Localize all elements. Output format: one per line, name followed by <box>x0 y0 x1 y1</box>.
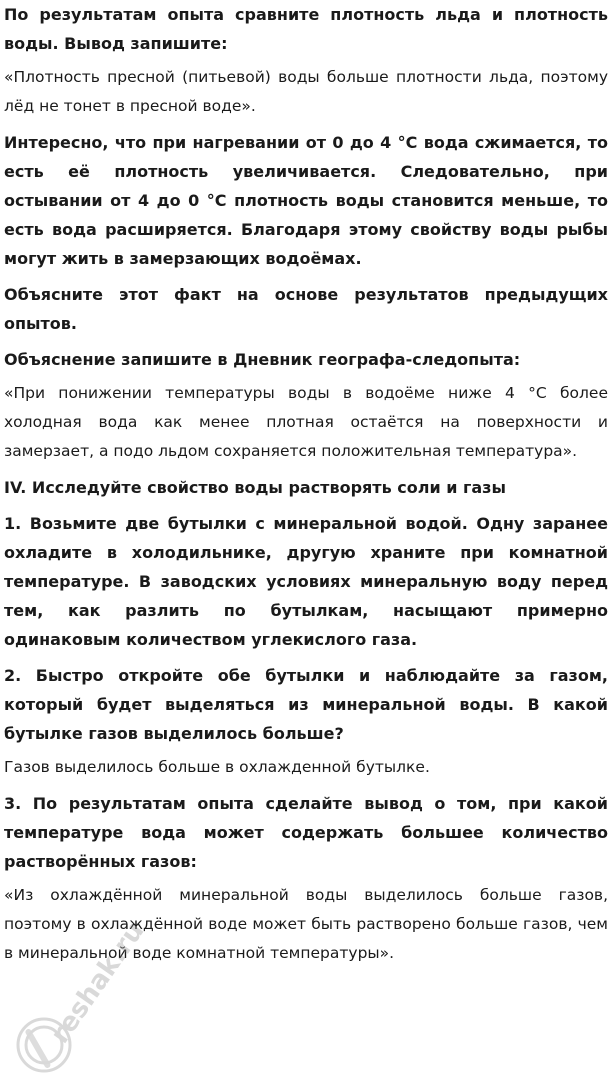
watermark-text: reshak.ru <box>45 916 151 1050</box>
answer-diary-explanation: «При понижении температуры воды в водоёме ниже 4 °С более холодная вода как менее плотная остаётся на поверхности и замерзает, а подо льдом сохраняется положительная температура». <box>4 384 608 460</box>
answer-density-conclusion: «Плотность пресной (питьевой) воды больше плотности льда, поэтому лёд не тонет в пресной воде». <box>4 68 608 115</box>
info-water-expansion: Интересно, что при нагревании от 0 до 4 °С вода сжимается, то есть её плотность увеличивается. Следовательно, при остывании от 4 до 0 °С плотность воды становится меньше, то есть вода расширяется. Благодаря этому свойству воды рыбы могут жить в замерзающих водоёмах. <box>4 133 608 268</box>
task-explain-fact: Объясните этот факт на основе результатов предыдущих опытов. <box>4 285 608 333</box>
section-heading-iv: IV. Исследуйте свойство воды растворять соли и газы <box>4 478 506 497</box>
task-density-comparison: По результатам опыта сравните плотность льда и плотность воды. Вывод запишите: <box>4 5 608 53</box>
answer-step-2: Газов выделилось больше в охлажденной бутылке. <box>4 758 430 776</box>
answer-step-3: «Из охлаждённой минеральной воды выделилось больше газов, поэтому в охлаждённой воде может быть растворено больше газов, чем в минеральной воде комнатной температуры». <box>4 886 608 962</box>
step-3-text: 3. По результатам опыта сделайте вывод о том, при какой температуре вода может содержать большее количество растворённых газов: <box>4 794 608 871</box>
task-write-diary: Объяснение запишите в Дневник географа-следопыта: <box>4 350 521 369</box>
step-1-text: 1. Возьмите две бутылки с минеральной водой. Одну заранее охладите в холодильнике, другую храните при комнатной температуре. В заводских условиях минеральную воду перед тем, как разлить по бутылкам, насыщают примерно одинаковым количеством углекислого газа. <box>4 514 608 649</box>
step-2-text: 2. Быстро откройте обе бутылки и наблюдайте за газом, который будет выделяться из минеральной воды. В какой бутылке газов выделилось больше? <box>4 666 608 743</box>
